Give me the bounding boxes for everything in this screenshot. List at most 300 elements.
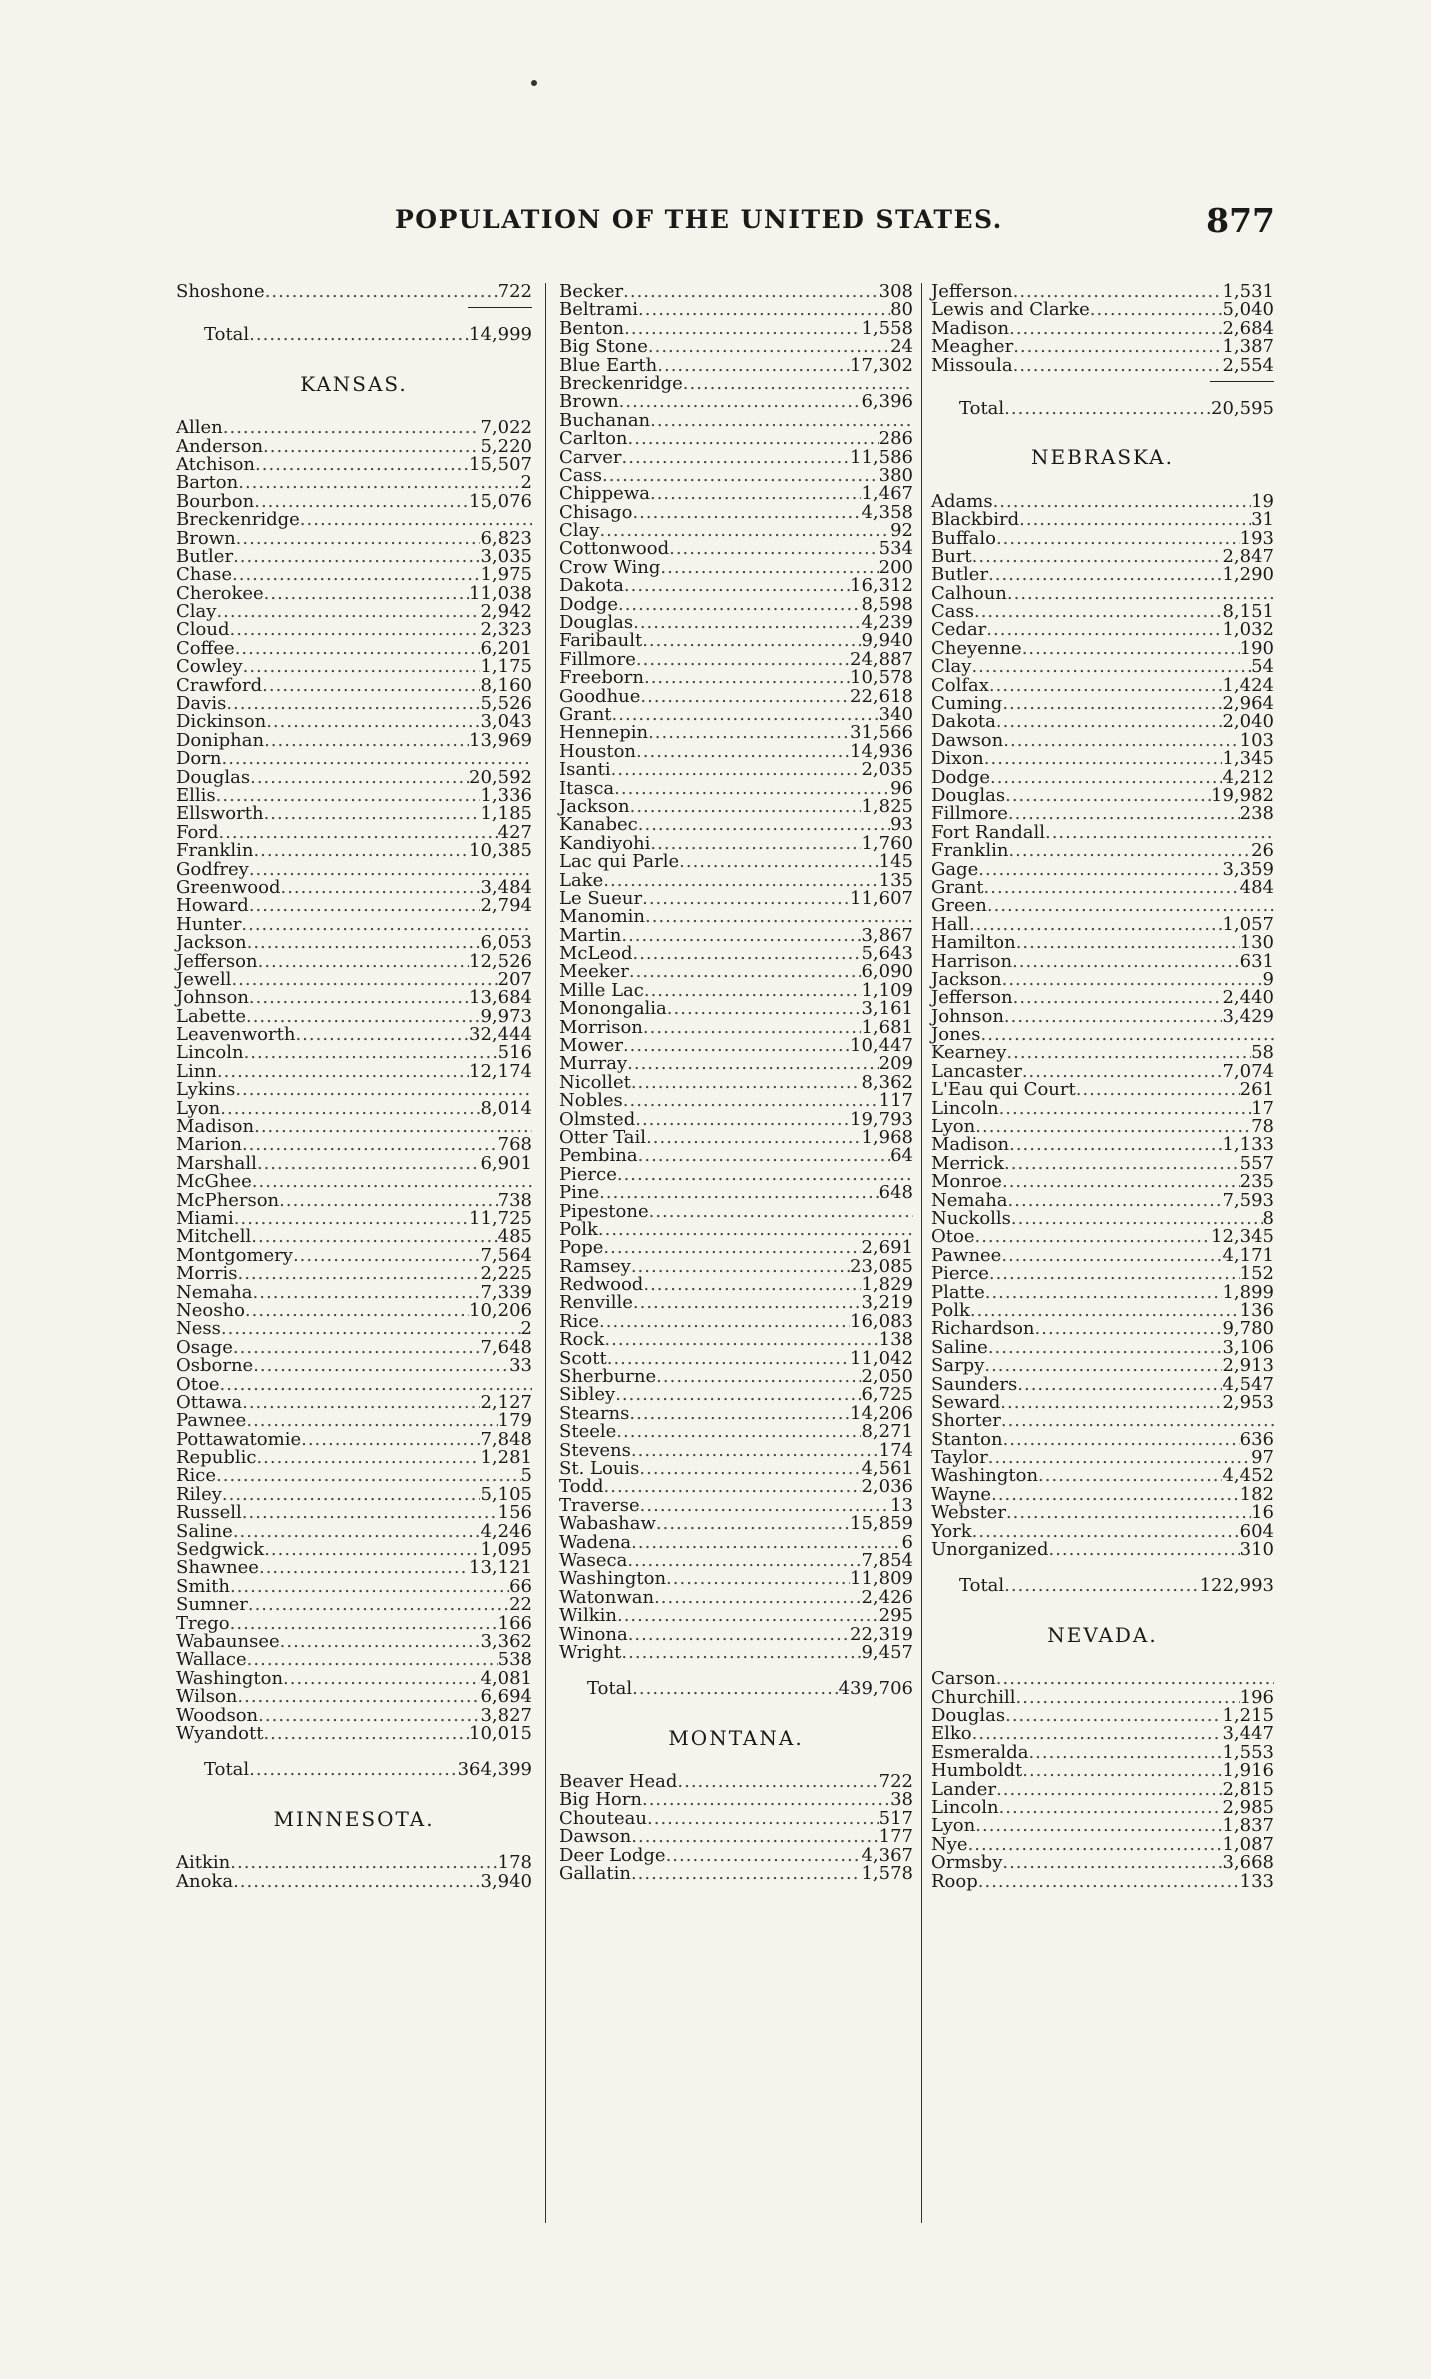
population-value: 340 [878, 703, 913, 725]
county-name: Washington [931, 1465, 1039, 1487]
county-row [559, 577, 913, 595]
population-value: 261 [1239, 1079, 1274, 1101]
dot-leader [996, 530, 1240, 548]
county-name: Hennepin [559, 722, 649, 744]
county-name: Douglas [176, 766, 251, 788]
county-name: Doniphan [176, 729, 265, 751]
county-name: Freeborn [559, 667, 644, 689]
county-name: Washington [176, 1667, 284, 1689]
county-row [176, 1467, 532, 1485]
county-row [176, 1412, 532, 1430]
dot-leader [235, 640, 481, 658]
population-value: 9 [1262, 968, 1274, 990]
dot-leader [242, 1394, 480, 1412]
population-value: 23,085 [850, 1255, 913, 1277]
dot-leader [234, 1210, 469, 1228]
population-value: 17,302 [850, 354, 913, 376]
dot-leader [616, 1423, 861, 1441]
county-row [931, 1541, 1274, 1559]
population-value: 557 [1239, 1152, 1274, 1174]
population-value: 2,036 [861, 1476, 913, 1498]
county-row [176, 842, 532, 860]
dot-leader [216, 603, 480, 621]
dot-leader [975, 1817, 1222, 1835]
dot-leader [258, 953, 469, 971]
column-1 [176, 283, 532, 1891]
county-name: Polk [559, 1218, 598, 1240]
population-value: 1,133 [1222, 1134, 1274, 1156]
dot-leader [247, 934, 481, 952]
county-row [176, 1299, 532, 1321]
total-label: Total [959, 1575, 1005, 1597]
population-value: 6,901 [480, 1152, 532, 1174]
county-name: Grant [559, 703, 612, 725]
dot-leader [654, 1589, 861, 1607]
dot-leader [1048, 1541, 1239, 1559]
dot-leader [619, 393, 862, 411]
column-2 [559, 283, 913, 1883]
population-value: 16 [1251, 1502, 1274, 1524]
county-name: Carlton [559, 428, 628, 450]
county-name: Crawford [176, 674, 263, 696]
population-value: 1,095 [480, 1539, 532, 1561]
dot-leader [623, 283, 879, 301]
county-name: Meeker [559, 961, 629, 983]
dot-leader [603, 1239, 861, 1257]
county-name: Le Sueur [559, 887, 643, 909]
county-row [176, 419, 532, 437]
dot-leader [622, 449, 850, 467]
total-label: Total [587, 1678, 633, 1700]
population-value: 117 [878, 1090, 913, 1112]
dot-leader [1002, 1854, 1222, 1872]
population-value: 80 [890, 299, 913, 321]
dot-leader [249, 989, 469, 1007]
dot-leader [1009, 320, 1222, 338]
county-row [931, 637, 1274, 659]
dot-leader [968, 1836, 1223, 1854]
dot-leader [987, 897, 1274, 915]
population-value: 286 [878, 428, 913, 450]
county-name: Wilson [176, 1686, 238, 1708]
population-value: 1,968 [861, 1126, 913, 1148]
dot-leader [638, 1147, 890, 1165]
county-name: Gage [931, 858, 979, 880]
county-name: Shawnee [176, 1557, 259, 1579]
county-name: Houston [559, 740, 637, 762]
county-name: Rock [559, 1329, 605, 1351]
dot-leader [1016, 1689, 1240, 1707]
total-row [176, 326, 532, 344]
dot-leader [650, 835, 861, 853]
population-value: 96 [890, 777, 913, 799]
population-value: 12,526 [469, 950, 532, 972]
county-name: Chisago [559, 501, 633, 523]
dot-leader [656, 1515, 850, 1533]
dot-leader [1028, 1744, 1222, 1762]
county-name: Lyon [176, 1097, 221, 1119]
county-row [931, 658, 1274, 676]
county-name: Montgomery [176, 1244, 293, 1266]
dot-leader [984, 1357, 1222, 1375]
county-name: Coffee [176, 637, 235, 659]
county-name: Esmeralda [931, 1741, 1029, 1763]
county-name: Wabashaw [559, 1513, 656, 1535]
population-value: 4,452 [1222, 1465, 1274, 1487]
dot-leader [656, 1368, 861, 1386]
county-name: Jackson [931, 968, 1002, 990]
population-value: 3,362 [480, 1630, 532, 1652]
county-row [176, 1596, 532, 1614]
dot-leader [627, 1055, 879, 1073]
county-name: Allen [176, 417, 223, 439]
county-row [176, 1357, 532, 1375]
county-name: Pottawatomie [176, 1428, 302, 1450]
county-name: Stevens [559, 1439, 631, 1461]
county-name: Itasca [559, 777, 615, 799]
county-name: Trego [176, 1612, 230, 1634]
population-value: 1,760 [861, 832, 913, 854]
county-name: Blackbird [931, 509, 1020, 531]
county-name: Pawnee [931, 1244, 1002, 1266]
population-value: 15,076 [469, 490, 532, 512]
county-name: Otoe [176, 1373, 220, 1395]
total-value: 14,999 [469, 324, 532, 346]
dot-leader [989, 1265, 1240, 1283]
dot-leader [631, 1258, 850, 1276]
county-name: Franklin [931, 840, 1009, 862]
county-name: Ramsey [559, 1255, 631, 1277]
county-row [176, 1320, 532, 1338]
dot-leader [974, 1228, 1211, 1246]
dot-leader [647, 1810, 879, 1828]
county-row [931, 1281, 1274, 1303]
dot-leader [1004, 1577, 1199, 1595]
county-name: Stanton [931, 1428, 1003, 1450]
county-row [176, 1504, 532, 1522]
dot-leader [599, 1313, 850, 1331]
population-value: 6 [901, 1531, 913, 1553]
dot-leader [599, 1184, 879, 1202]
county-name: Big Stone [559, 336, 648, 358]
population-value: 66 [509, 1575, 532, 1597]
total-rule [468, 307, 532, 308]
dot-leader [220, 1100, 480, 1118]
population-value: 9,940 [861, 630, 913, 652]
population-value: 1,916 [1222, 1760, 1274, 1782]
population-value: 484 [1239, 876, 1274, 898]
population-value: 156 [497, 1502, 532, 1524]
dot-leader [648, 338, 890, 356]
county-row [931, 1817, 1274, 1835]
county-row [559, 1423, 913, 1441]
population-value: 5 [520, 1465, 532, 1487]
county-name: Lac qui Parle [559, 851, 680, 873]
population-value: 6,823 [480, 527, 532, 549]
total-row [176, 1761, 532, 1779]
county-name: Carver [559, 446, 622, 468]
county-name: Lyon [931, 1116, 976, 1138]
population-value: 310 [1239, 1539, 1274, 1561]
total-row [559, 1680, 913, 1698]
dot-leader [603, 872, 878, 890]
dot-leader [1035, 1320, 1223, 1338]
dot-leader [250, 769, 469, 787]
county-name: Beaver Head [559, 1771, 678, 1793]
county-name: Godfrey [176, 858, 249, 880]
county-name: Washington [559, 1568, 667, 1590]
population-value: 152 [1239, 1263, 1274, 1285]
population-value: 2,684 [1222, 317, 1274, 339]
county-row [176, 1651, 532, 1669]
population-value: 7,593 [1222, 1189, 1274, 1211]
county-name: Dodge [559, 593, 618, 615]
dot-leader [996, 1670, 1274, 1688]
dot-leader [253, 1284, 481, 1302]
dot-leader [612, 706, 879, 724]
county-name: Mitchell [176, 1226, 252, 1248]
dot-leader [253, 842, 469, 860]
dot-leader [975, 1118, 1251, 1136]
population-value: 1,467 [861, 483, 913, 505]
dot-leader [248, 1596, 509, 1614]
county-row [559, 1310, 913, 1332]
population-value: 31,566 [850, 722, 913, 744]
dot-leader [1001, 1412, 1274, 1430]
county-row [559, 761, 913, 779]
dot-leader [1006, 1504, 1251, 1522]
dot-leader [638, 301, 890, 319]
county-row [176, 897, 532, 915]
dot-leader [1004, 400, 1211, 418]
dot-leader [256, 1449, 480, 1467]
dot-leader [244, 1044, 498, 1062]
county-row [176, 766, 532, 788]
population-value: 6,725 [861, 1384, 913, 1406]
dot-leader [242, 1136, 498, 1154]
dot-leader [230, 1578, 509, 1596]
population-value: 1,578 [861, 1863, 913, 1885]
dot-leader [978, 861, 1222, 879]
population-value: 22 [509, 1594, 532, 1616]
population-value: 1,531 [1222, 281, 1274, 302]
dot-leader [1090, 301, 1223, 319]
county-name: Seward [931, 1391, 1001, 1413]
total-row [931, 1577, 1274, 1595]
population-value: 16,312 [850, 575, 913, 597]
dot-leader [996, 713, 1223, 731]
county-name: Traverse [559, 1494, 640, 1516]
dot-leader [988, 566, 1222, 584]
county-name: Pipestone [559, 1200, 649, 1222]
county-name: Meagher [931, 336, 1014, 358]
dot-leader [985, 1284, 1223, 1302]
county-row [931, 1228, 1274, 1246]
dot-leader [232, 566, 480, 584]
population-value: 13,121 [469, 1557, 532, 1579]
county-name: Saunders [931, 1373, 1018, 1395]
population-value: 2,426 [861, 1586, 913, 1608]
ink-dot [531, 80, 537, 86]
county-row [559, 1331, 913, 1349]
population-value: 2,127 [480, 1391, 532, 1413]
county-name: Ness [176, 1318, 221, 1340]
population-value: 1,109 [861, 979, 913, 1001]
population-value: 238 [1239, 803, 1274, 825]
county-name: Nemaha [176, 1281, 253, 1303]
population-value: 4,358 [861, 501, 913, 523]
population-value: 1,336 [480, 785, 532, 806]
population-value: 1,553 [1222, 1741, 1274, 1763]
dot-leader [623, 1037, 850, 1055]
county-row [559, 446, 913, 468]
county-name: Gallatin [559, 1863, 631, 1885]
population-value: 7,564 [480, 1244, 532, 1266]
dot-leader [1000, 1394, 1222, 1412]
county-row [931, 750, 1274, 768]
county-row [559, 1092, 913, 1110]
county-name: Wayne [931, 1483, 992, 1505]
county-name: Otoe [931, 1226, 975, 1248]
population-value: 54 [1251, 656, 1274, 678]
population-value: 17 [1251, 1097, 1274, 1119]
county-name: McLeod [559, 943, 633, 965]
total-label: Total [959, 397, 1005, 419]
population-value: 10,015 [469, 1722, 532, 1744]
county-row [931, 1173, 1274, 1191]
population-value: 3,867 [861, 924, 913, 946]
dot-leader [666, 1847, 862, 1865]
population-value: 2,040 [1222, 711, 1274, 733]
county-name: Butler [931, 564, 989, 586]
dot-leader [1045, 824, 1274, 842]
dot-leader [249, 897, 481, 915]
dot-leader [223, 419, 481, 437]
population-value: 2,035 [861, 759, 913, 781]
county-row [559, 1163, 913, 1185]
population-value: 19 [1251, 490, 1274, 512]
county-row [176, 582, 532, 604]
dot-leader [1012, 953, 1240, 971]
county-row [559, 1607, 913, 1625]
dot-leader [623, 1092, 879, 1110]
dot-leader [266, 713, 480, 731]
dot-leader [229, 621, 480, 639]
dot-leader [262, 677, 480, 695]
county-name: Wallace [176, 1649, 247, 1671]
dot-leader [1038, 1467, 1222, 1485]
county-name: Richardson [931, 1318, 1035, 1340]
dot-leader [1005, 1707, 1222, 1725]
dot-leader [249, 326, 469, 344]
dot-leader [252, 1173, 532, 1191]
county-row [559, 816, 913, 834]
county-row [176, 1854, 532, 1872]
population-value: 4,171 [1222, 1244, 1274, 1266]
dot-leader [604, 1331, 878, 1349]
dot-leader [233, 548, 480, 566]
county-name: Steele [559, 1421, 617, 1443]
dot-leader [257, 1155, 481, 1173]
county-name: Dixon [931, 748, 984, 770]
population-value: 3,035 [480, 545, 532, 567]
population-value: 7,854 [861, 1549, 913, 1571]
population-value: 103 [1239, 729, 1274, 751]
dot-leader [631, 1442, 879, 1460]
total-label: Total [204, 1759, 250, 1781]
population-value: 768 [497, 1134, 532, 1156]
dot-leader [283, 1670, 480, 1688]
county-row [931, 566, 1274, 584]
county-name: Anoka [176, 1870, 234, 1892]
county-name: Deer Lodge [559, 1844, 666, 1866]
dot-leader [265, 283, 498, 301]
county-row [931, 1725, 1274, 1743]
county-name: York [931, 1520, 972, 1542]
dot-leader [221, 1320, 521, 1338]
dot-leader [677, 1773, 878, 1791]
dot-leader [974, 603, 1222, 621]
county-name: Nuckolls [931, 1207, 1011, 1229]
population-value: 196 [1239, 1686, 1274, 1708]
population-value: 15,507 [469, 453, 532, 475]
county-row [931, 511, 1274, 529]
population-value: 58 [1251, 1042, 1274, 1064]
dot-leader [1005, 787, 1211, 805]
population-value: 8,160 [480, 674, 532, 696]
dot-leader [630, 798, 862, 816]
population-value: 3,447 [1222, 1723, 1274, 1745]
dot-leader [971, 658, 1251, 676]
county-name: Linn [176, 1060, 217, 1082]
county-name: Cheyenne [931, 637, 1022, 659]
population-value: 174 [878, 1439, 913, 1461]
dot-leader [611, 761, 862, 779]
population-value: 485 [497, 1226, 532, 1248]
dot-leader [1002, 1173, 1240, 1191]
county-name: Saline [931, 1336, 988, 1358]
dot-leader [1017, 1376, 1222, 1394]
county-name: Russell [176, 1502, 242, 1524]
county-name: Lincoln [176, 1042, 244, 1064]
county-row [176, 1081, 532, 1099]
county-name: Marion [176, 1134, 242, 1156]
county-name: Ford [176, 821, 219, 843]
dot-leader [247, 1651, 498, 1669]
county-name: Wadena [559, 1531, 632, 1553]
county-row [176, 1688, 532, 1706]
population-value: 3,668 [1222, 1852, 1274, 1874]
population-value: 38 [890, 1789, 913, 1811]
dot-leader [669, 540, 879, 558]
county-name: Barton [176, 472, 239, 494]
dot-leader [679, 853, 879, 871]
county-row [176, 805, 532, 823]
dot-leader [264, 732, 469, 750]
county-name: Pierce [559, 1163, 617, 1185]
county-row [559, 908, 913, 926]
county-name: Wyandott [176, 1722, 264, 1744]
population-value: 648 [878, 1182, 913, 1204]
dot-leader [264, 585, 469, 603]
population-value: 2,225 [480, 1263, 532, 1285]
dot-leader [249, 1761, 457, 1779]
population-value: 1,290 [1222, 564, 1274, 586]
county-name: Burt [931, 545, 972, 567]
county-name: Sarpy [931, 1355, 985, 1377]
population-value: 3,161 [861, 998, 913, 1020]
county-name: Greenwood [176, 876, 281, 898]
